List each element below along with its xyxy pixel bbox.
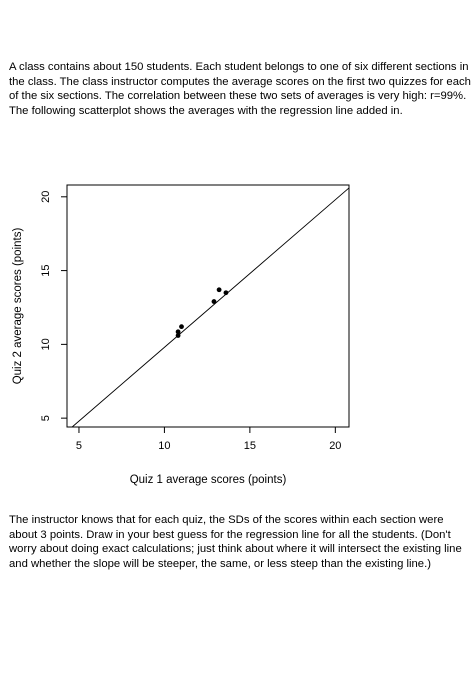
y-tick-label: 15: [40, 264, 52, 277]
y-tick-label: 10: [40, 338, 52, 351]
y-axis: [40, 191, 67, 422]
x-tick-label: 5: [75, 440, 83, 452]
data-point: [212, 299, 217, 304]
x-axis-label: Quiz 1 average scores (points): [129, 474, 287, 486]
data-point: [217, 287, 222, 292]
plot-frame: [67, 185, 349, 427]
regression-line: [72, 188, 349, 427]
y-tick-label: 20: [40, 190, 52, 203]
y-tick-label: 5: [40, 415, 52, 422]
data-point: [176, 329, 181, 334]
intro-paragraph: A class contains about 150 students. Each student belongs to one of six different sections in the class. The class instructor computes the average scores on the first two quizzes for each of the six sections. The correlation between these two sets of averages is very high: r=99%. The following scatterplot shows the averages with the regression line added in.: [9, 61, 471, 117]
x-tick-label: 20: [329, 440, 342, 452]
y-axis-label: Quiz 2 average scores (points): [12, 227, 24, 385]
data-point: [224, 290, 229, 295]
x-axis: [76, 427, 342, 452]
instructions-paragraph: The instructor knows that for each quiz, the SDs of the scores within each section were about 3 points. Draw in your best guess for the regression line for all the students. (Don't worry about doing exact calculations; just think about where it will intersect the existing line and whether the slope will be steeper, the same, or less steep than the existing line.): [9, 514, 462, 570]
data-point: [179, 324, 184, 329]
x-tick-label: 15: [243, 440, 256, 452]
x-tick-label: 10: [158, 440, 171, 452]
